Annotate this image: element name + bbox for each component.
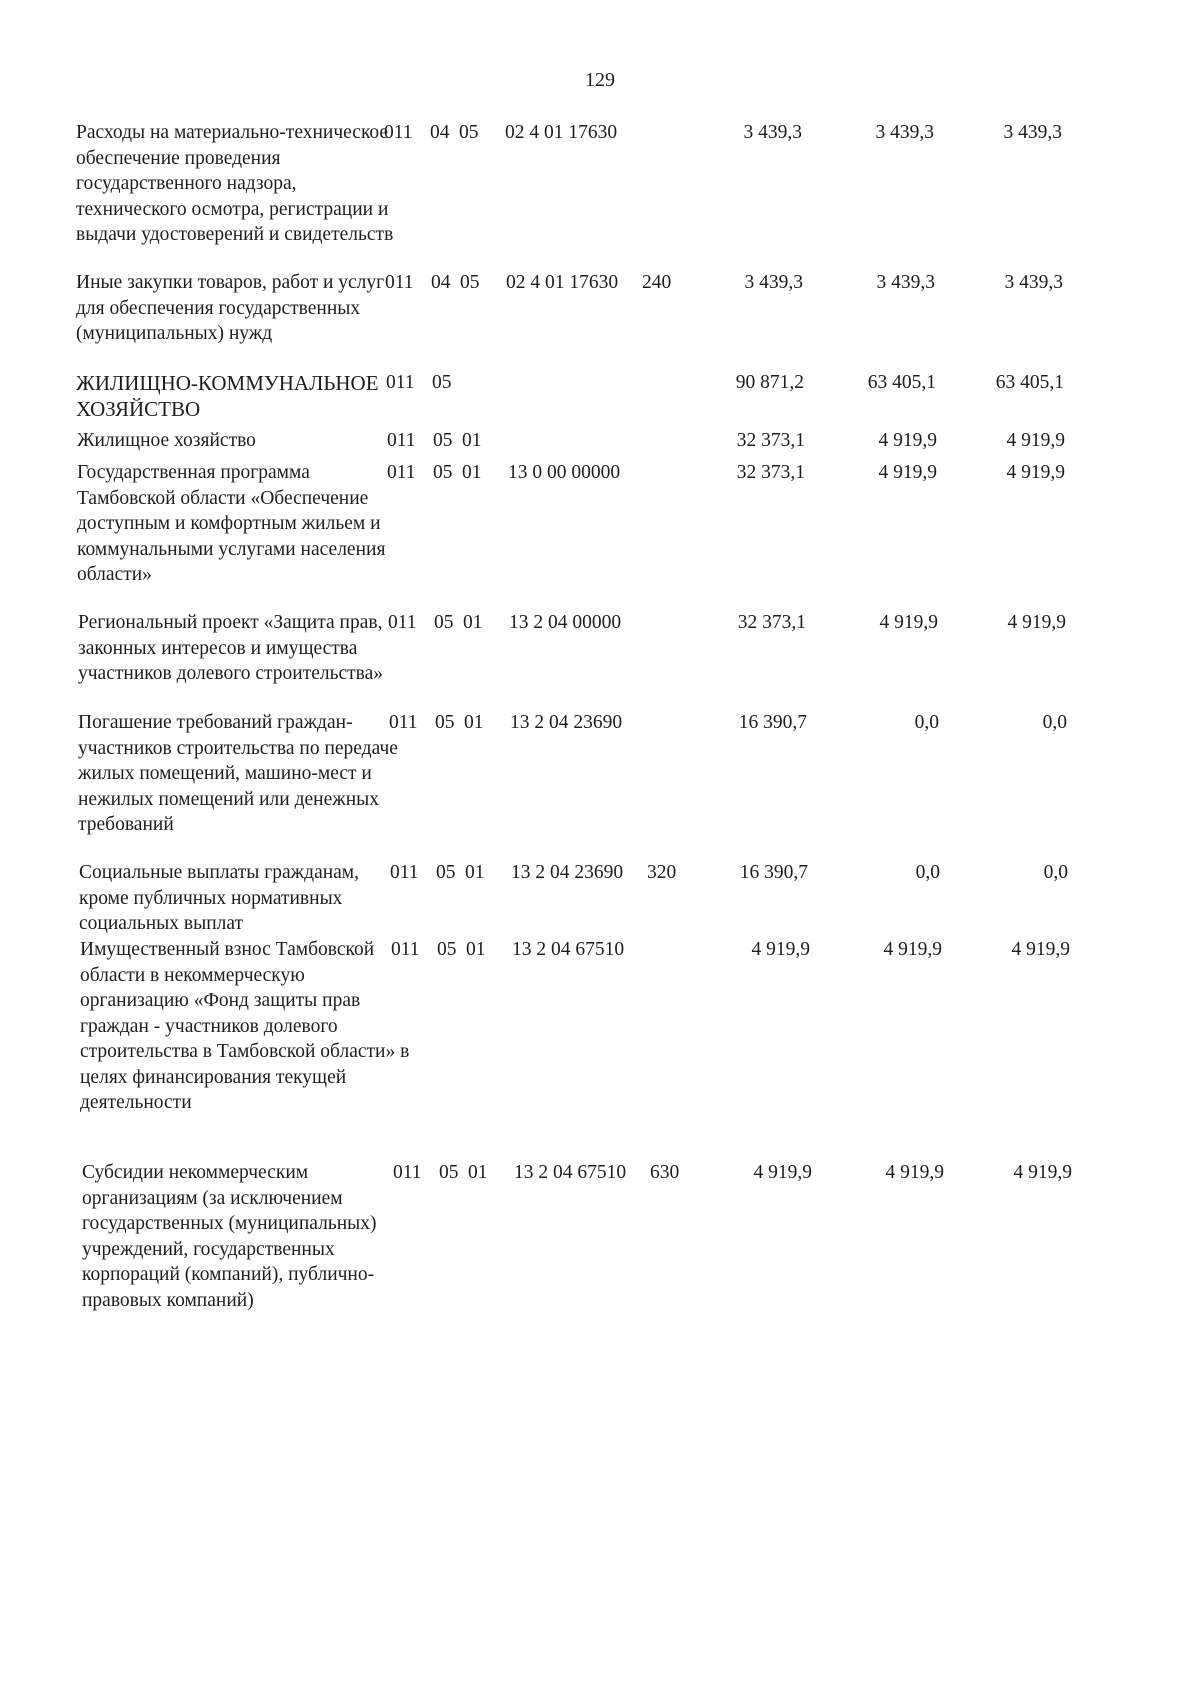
row-subsection: 01 [462,430,482,451]
row-value-1: 32 373,1 [737,612,806,633]
row-ministry: 011 [391,939,420,960]
row-value-1: 3 439,3 [744,272,803,293]
row-target: 13 2 04 23690 [511,862,624,883]
row-section: 04 [431,272,451,293]
row-section: 05 [437,939,457,960]
row-value-3: 4 919,9 [1007,612,1066,633]
row-value-3: 63 405,1 [995,372,1064,393]
row-section: 05 [439,1162,459,1183]
row-ministry: 011 [384,122,413,143]
row-name: Расходы на материально-техническое обеспечение проведения государственного надзора, технического осмотра, регистрации и выдачи удостоверений и свидетельств [76,122,394,245]
row-value-3: 3 439,3 [1004,272,1063,293]
row-value-3: 0,0 [1043,862,1068,883]
row-target: 13 2 04 23690 [510,712,623,733]
row-section: 05 [433,462,453,483]
row-subsection: 01 [462,462,482,483]
row-section: 05 [432,372,452,393]
row-value-1: 4 919,9 [751,939,810,960]
row-value-1: 3 439,3 [743,122,802,143]
row-value-3: 4 919,9 [1013,1162,1072,1183]
row-value-3: 4 919,9 [1011,939,1070,960]
page-number: 129 [585,69,615,91]
row-ministry: 011 [389,712,418,733]
row-value-2: 63 405,1 [867,372,936,393]
row-value-2: 4 919,9 [878,430,937,451]
row-section: 05 [435,712,455,733]
row-value-1: 4 919,9 [753,1162,812,1183]
row-value-1: 90 871,2 [735,372,804,393]
row-section: 05 [434,612,454,633]
row-type: 320 [647,862,677,883]
row-name: ЖИЛИЩНО-КОММУНАЛЬНОЕ ХОЗЯЙСТВО [76,371,379,421]
row-name: Субсидии некоммерческим организациям (за исключением государственных (муниципальных) учреждений, государственных корпораций (компаний), публично-правовых компаний) [82,1162,377,1311]
row-value-3: 3 439,3 [1003,122,1062,143]
row-value-3: 4 919,9 [1006,430,1065,451]
row-subsection: 01 [466,939,486,960]
row-subsection: 05 [460,272,480,293]
row-value-3: 4 919,9 [1006,462,1065,483]
row-subsection: 01 [468,1162,488,1183]
row-subsection: 05 [459,122,479,143]
row-ministry: 011 [388,612,417,633]
row-type: 630 [650,1162,680,1183]
row-target: 13 2 04 00000 [509,612,622,633]
row-target: 13 0 00 00000 [508,462,621,483]
row-name: Имущественный взнос Тамбовской области в некоммерческую организацию «Фонд защиты прав граждан - участников долевого строительства в Тамбовской области» в целях финансирования текущей деятельности [80,939,410,1113]
row-value-2: 3 439,3 [876,272,935,293]
row-ministry: 011 [393,1162,422,1183]
row-subsection: 01 [465,862,485,883]
row-value-2: 4 919,9 [879,612,938,633]
row-value-2: 0,0 [915,862,940,883]
row-value-2: 4 919,9 [883,939,942,960]
row-target: 02 4 01 17630 [505,122,618,143]
row-value-1: 16 390,7 [739,862,808,883]
row-value-2: 4 919,9 [878,462,937,483]
row-type: 240 [642,272,672,293]
row-value-2: 4 919,9 [885,1162,944,1183]
row-value-1: 32 373,1 [736,462,805,483]
row-section: 05 [433,430,453,451]
row-value-2: 0,0 [914,712,939,733]
row-ministry: 011 [385,272,414,293]
row-ministry: 011 [390,862,419,883]
row-value-3: 0,0 [1042,712,1067,733]
row-ministry: 011 [387,462,416,483]
row-name: Региональный проект «Защита прав, законных интересов и имущества участников долевого строительства» [78,612,384,684]
row-value-1: 32 373,1 [736,430,805,451]
row-target: 02 4 01 17630 [506,272,619,293]
row-section: 04 [430,122,450,143]
row-subsection: 01 [463,612,483,633]
row-name: Иные закупки товаров, работ и услуг для обеспечения государственных (муниципальных) нужд [76,272,385,344]
row-subsection: 01 [464,712,484,733]
row-name: Государственная программа Тамбовской области «Обеспечение доступным и комфортным жильем и коммунальными услугами населения области» [77,462,386,585]
row-section: 05 [436,862,456,883]
row-ministry: 011 [386,372,415,393]
row-name: Погашение требований граждан-участников строительства по передаче жилых помещений, машино-мест и нежилых помещений или денежных требований [78,712,398,835]
row-value-1: 16 390,7 [738,712,807,733]
row-ministry: 011 [387,430,416,451]
row-value-2: 3 439,3 [875,122,934,143]
row-target: 13 2 04 67510 [512,939,625,960]
row-name: Социальные выплаты гражданам, кроме публичных нормативных социальных выплат [79,862,360,934]
row-name: Жилищное хозяйство [77,430,256,451]
row-target: 13 2 04 67510 [514,1162,627,1183]
